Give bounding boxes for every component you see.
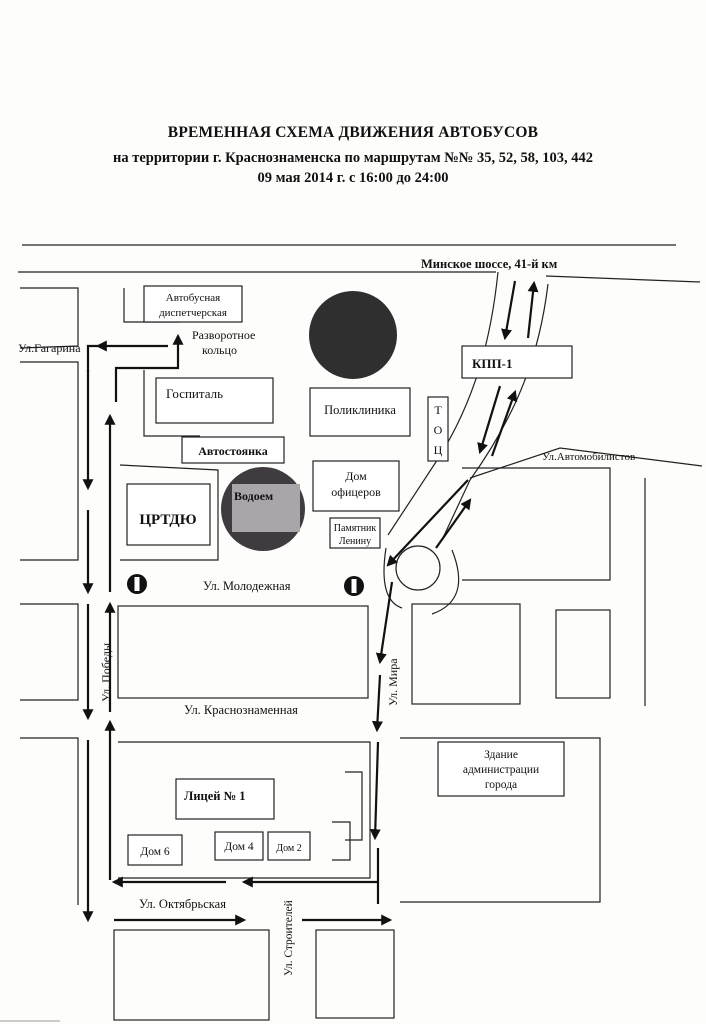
svg-text:офицеров: офицеров	[331, 485, 381, 499]
svg-text:Т: Т	[434, 403, 442, 417]
label-turnaround-ring	[192, 328, 255, 357]
route-arrow	[528, 283, 534, 338]
svg-text:ЦРТДЮ: ЦРТДЮ	[139, 512, 197, 528]
street-label-krasnoznamennaya: Ул. Краснознаменная	[184, 703, 298, 717]
monument-lenin	[330, 518, 380, 548]
svg-text:Памятник: Памятник	[333, 523, 377, 534]
street-label-gagarina: Ул.Гагарина	[18, 341, 81, 355]
svg-text:Разворотное: Разворотное	[192, 328, 256, 342]
route-arrow	[375, 742, 378, 838]
pond	[221, 467, 305, 551]
svg-text:Автостоянка: Автостоянка	[198, 444, 268, 458]
building-house-4	[215, 832, 263, 860]
building-lyceum	[176, 779, 274, 819]
route-arrow	[377, 675, 380, 730]
building-house-6	[128, 835, 182, 865]
svg-text:Дом 6: Дом 6	[140, 846, 170, 858]
route-arrow	[505, 281, 515, 338]
svg-text:КПП-1: КПП-1	[472, 356, 513, 371]
street-label-minsk-highway: Минское шоссе, 41-й км	[421, 257, 558, 271]
svg-text:Ленину: Ленину	[338, 536, 372, 547]
building-bus-dispatch	[144, 286, 242, 322]
dark-circle	[309, 291, 397, 379]
svg-text:Ц: Ц	[433, 443, 443, 457]
svg-text:администрации: администрации	[462, 764, 540, 776]
map-date-line: 09 мая 2014 г. с 16:00 до 24:00	[257, 170, 449, 186]
building-house-2	[268, 832, 310, 860]
svg-text:Автобусная: Автобусная	[165, 292, 221, 304]
street-label-oktyabrskaya: Ул. Октябрьская	[139, 897, 226, 911]
svg-text:Водоем: Водоем	[234, 489, 274, 503]
street-label-stroiteley: Ул. Строителей	[283, 900, 295, 976]
svg-text:Дом 4: Дом 4	[224, 841, 254, 853]
route-arrow	[380, 582, 392, 662]
building-officers-house	[313, 461, 399, 511]
building-ctrdyu	[127, 484, 210, 545]
route-arrow	[88, 346, 98, 372]
svg-text:Госпиталь: Госпиталь	[166, 386, 224, 401]
building-kpp-1	[462, 346, 572, 378]
no-entry-sign-icon	[127, 574, 147, 594]
building-parking	[182, 437, 284, 463]
map-title: ВРЕМЕННАЯ СХЕМА ДВИЖЕНИЯ АВТОБУСОВ	[167, 124, 539, 141]
building-toc	[428, 397, 448, 461]
street-label-pobedy: Ул. Победы	[99, 642, 113, 702]
street-label-mira: Ул. Мира	[386, 658, 400, 706]
street-label-avtomobilistov: Ул.Автомобилистов	[542, 451, 636, 463]
building-city-administration	[438, 742, 564, 796]
building-hospital	[156, 378, 273, 423]
no-entry-sign-icon	[344, 576, 364, 596]
svg-text:диспетчерская: диспетчерская	[159, 307, 227, 319]
svg-text:кольцо: кольцо	[202, 343, 237, 357]
svg-text:О: О	[433, 423, 443, 437]
map-subtitle: на территории г. Краснознаменска по маршрутам №№ 35, 52, 58, 103, 442	[113, 150, 593, 166]
svg-text:Дом: Дом	[345, 469, 367, 483]
building-clinic	[310, 388, 410, 436]
svg-text:Лицей № 1: Лицей № 1	[184, 789, 246, 803]
route-arrow	[388, 480, 468, 565]
svg-text:Дом 2: Дом 2	[276, 843, 302, 854]
svg-text:города: города	[484, 779, 518, 791]
street-label-molodezhnaya: Ул. Молодежная	[203, 579, 291, 593]
svg-text:Здание: Здание	[484, 749, 518, 761]
svg-text:Поликлиника: Поликлиника	[324, 403, 396, 417]
